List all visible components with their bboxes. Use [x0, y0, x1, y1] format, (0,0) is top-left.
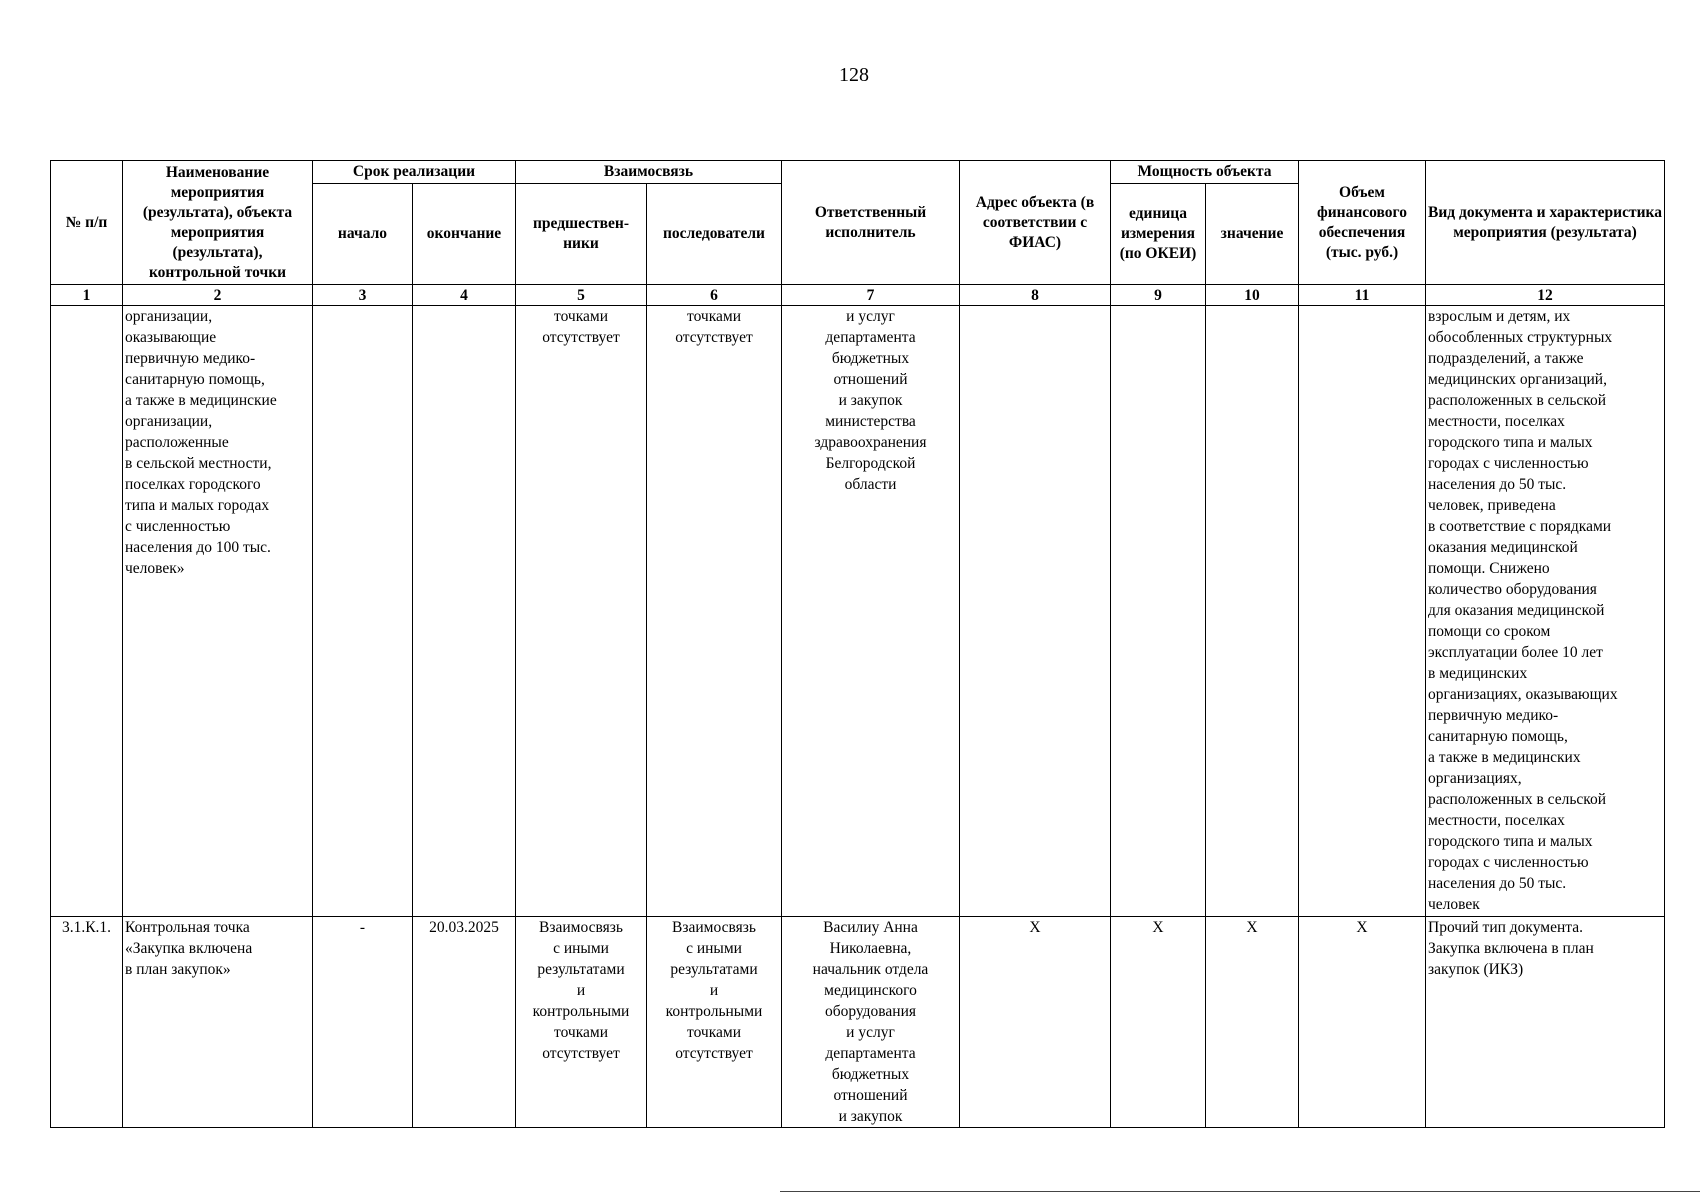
cell-line: организациях, — [1428, 770, 1522, 787]
cell-line: городах с численностью — [1428, 455, 1589, 472]
cell-line: начальник отдела — [812, 961, 929, 978]
cell-line: человек — [1428, 896, 1480, 913]
column-number-row — [51, 285, 1665, 306]
cell-line: отношений — [833, 371, 908, 388]
cell-line: отсутствует — [675, 1045, 753, 1062]
header-value: значение — [1206, 184, 1299, 285]
cell-unit: Х — [1111, 917, 1206, 1128]
cell-line: и услуг — [846, 308, 895, 325]
cell-line: человек» — [125, 560, 185, 577]
cell-line: типа и малых городах — [125, 497, 270, 514]
cell-line: точками — [687, 1024, 741, 1041]
cell-finance — [1299, 306, 1426, 917]
cell-line: Белгородской — [825, 455, 916, 472]
header-link-group: Взаимосвязь — [516, 161, 782, 184]
cell-address: Х — [960, 917, 1111, 1128]
cell-line: санитарную помощь, — [125, 371, 265, 388]
cell-unit — [1111, 306, 1206, 917]
header-num: № п/п — [51, 161, 123, 285]
plan-table — [50, 160, 1665, 1128]
cell-line: помощи. Снижено — [1428, 560, 1550, 577]
cell-line: количество оборудования — [1428, 581, 1597, 598]
cell-end: 20.03.2025 — [413, 917, 516, 1128]
cell-line: и — [709, 982, 719, 999]
cell-line: организации, — [125, 308, 213, 325]
cell-line: оборудования — [824, 1003, 917, 1020]
scan-edge-line — [780, 1191, 1700, 1192]
cell-document — [1426, 306, 1665, 917]
header-address: Адрес объекта (в соответствии с ФИАС) — [960, 161, 1111, 285]
cell-successors — [647, 306, 782, 917]
cell-line: в план закупок» — [125, 961, 231, 978]
header-end: окончание — [413, 184, 516, 285]
cell-line: городах с численностью — [1428, 854, 1589, 871]
cell-end — [413, 306, 516, 917]
cell-name — [123, 306, 313, 917]
cell-line: санитарную помощь, — [1428, 728, 1568, 745]
cell-line: для оказания медицинской — [1428, 602, 1605, 619]
cell-line: контрольными — [532, 1003, 630, 1020]
cell-line: в медицинских — [1428, 665, 1528, 682]
cell-line: закупок (ИКЗ) — [1428, 961, 1524, 978]
cell-line: области — [844, 476, 897, 493]
cell-line: эксплуатации более 10 лет — [1428, 644, 1603, 661]
cell-line: точками — [554, 1024, 608, 1041]
cell-line: департамента — [825, 329, 916, 346]
column-number: 1 — [51, 285, 123, 306]
header-unit: единица измерения (по ОКЕИ) — [1111, 184, 1206, 285]
header-name: Наименование мероприятия (результата), объекта мероприятия (результата), контрольной точки — [123, 161, 313, 285]
header-successors: последователи — [647, 184, 782, 285]
cell-line: в соответствие с порядками — [1428, 518, 1612, 535]
cell-line: контрольными — [665, 1003, 763, 1020]
cell-line: городского типа и малых — [1428, 434, 1593, 451]
cell-line: первичную медико- — [125, 350, 256, 367]
column-number: 8 — [960, 285, 1111, 306]
cell-line: отношений — [833, 1087, 908, 1104]
cell-line: населения до 50 тыс. — [1428, 476, 1567, 493]
header-responsible: Ответственный исполнитель — [782, 161, 960, 285]
page-number: 128 — [839, 64, 869, 86]
cell-line: и услуг — [846, 1024, 895, 1041]
cell-line: расположенные — [125, 434, 229, 451]
column-number: 6 — [647, 285, 782, 306]
column-number: 3 — [313, 285, 413, 306]
cell-predecessors — [516, 917, 647, 1128]
cell-line: оказывающие — [125, 329, 217, 346]
cell-line: Взаимосвязь — [539, 919, 623, 936]
header-document: Вид документа и характеристика мероприятия (результата) — [1426, 161, 1665, 285]
column-number: 12 — [1426, 285, 1665, 306]
cell-line: первичную медико- — [1428, 707, 1559, 724]
column-number: 2 — [123, 285, 313, 306]
cell-line: населения до 50 тыс. — [1428, 875, 1567, 892]
cell-line: бюджетных — [831, 350, 910, 367]
cell-line: с иными — [553, 940, 609, 957]
cell-line: расположенных в сельской — [1428, 392, 1607, 409]
cell-line: с численностью — [125, 518, 231, 535]
cell-line: в сельской местности, — [125, 455, 272, 472]
header-term-group: Срок реализации — [313, 161, 516, 184]
cell-line: «Закупка включена — [125, 940, 253, 957]
cell-line: и — [576, 982, 586, 999]
cell-line: точками — [687, 308, 741, 325]
cell-line: бюджетных — [831, 1066, 910, 1083]
cell-num: 3.1.К.1. — [51, 917, 123, 1128]
cell-line: Прочий тип документа. — [1428, 919, 1583, 936]
column-number: 11 — [1299, 285, 1426, 306]
cell-line: департамента — [825, 1045, 916, 1062]
cell-line: Василиу Анна — [823, 919, 918, 936]
table-row — [51, 306, 1665, 917]
header-row-top — [51, 161, 1665, 184]
column-number: 5 — [516, 285, 647, 306]
cell-line: взрослым и детям, их — [1428, 308, 1571, 325]
cell-line: оказания медицинской — [1428, 539, 1578, 556]
cell-line: местности, поселках — [1428, 812, 1565, 829]
cell-value: Х — [1206, 917, 1299, 1128]
cell-line: и закупок — [838, 392, 903, 409]
cell-line: человек, приведена — [1428, 497, 1556, 514]
header-finance: Объем финансового обеспечения (тыс. руб.) — [1299, 161, 1426, 285]
column-number: 4 — [413, 285, 516, 306]
cell-num — [51, 306, 123, 917]
column-number: 7 — [782, 285, 960, 306]
cell-start — [313, 306, 413, 917]
cell-responsible — [782, 917, 960, 1128]
cell-line: организациях, оказывающих — [1428, 686, 1618, 703]
cell-value — [1206, 306, 1299, 917]
cell-finance: Х — [1299, 917, 1426, 1128]
column-number: 10 — [1206, 285, 1299, 306]
cell-line: Контрольная точка — [125, 919, 250, 936]
cell-successors — [647, 917, 782, 1128]
cell-line: отсутствует — [542, 329, 620, 346]
header-power-group: Мощность объекта — [1111, 161, 1299, 184]
cell-line: городского типа и малых — [1428, 833, 1593, 850]
table-row — [51, 917, 1665, 1128]
cell-line: Закупка включена в план — [1428, 940, 1594, 957]
cell-line: медицинских организаций, — [1428, 371, 1607, 388]
cell-line: здравоохранения — [814, 434, 927, 451]
cell-line: медицинского — [824, 982, 917, 999]
cell-line: обособленных структурных — [1428, 329, 1613, 346]
cell-line: населения до 100 тыс. — [125, 539, 271, 556]
header-start: начало — [313, 184, 413, 285]
cell-address — [960, 306, 1111, 917]
cell-line: поселках городского — [125, 476, 261, 493]
cell-line: местности, поселках — [1428, 413, 1565, 430]
column-number: 9 — [1111, 285, 1206, 306]
cell-start: - — [313, 917, 413, 1128]
cell-line: Взаимосвязь — [672, 919, 756, 936]
cell-line: результатами — [670, 961, 758, 978]
cell-line: отсутствует — [542, 1045, 620, 1062]
cell-line: а также в медицинские — [125, 392, 277, 409]
cell-predecessors — [516, 306, 647, 917]
cell-line: подразделений, а также — [1428, 350, 1584, 367]
cell-line: помощи со сроком — [1428, 623, 1551, 640]
cell-line: Николаевна, — [829, 940, 912, 957]
cell-line: организации, — [125, 413, 213, 430]
cell-line: а также в медицинских — [1428, 749, 1581, 766]
cell-responsible — [782, 306, 960, 917]
header-predecessors: предшествен-ники — [516, 184, 647, 285]
cell-document — [1426, 917, 1665, 1128]
cell-line: с иными — [686, 940, 742, 957]
cell-line: отсутствует — [675, 329, 753, 346]
cell-line: расположенных в сельской — [1428, 791, 1607, 808]
cell-line: министерства — [825, 413, 916, 430]
cell-line: результатами — [537, 961, 625, 978]
cell-line: и закупок — [838, 1108, 903, 1125]
cell-name — [123, 917, 313, 1128]
cell-line: точками — [554, 308, 608, 325]
